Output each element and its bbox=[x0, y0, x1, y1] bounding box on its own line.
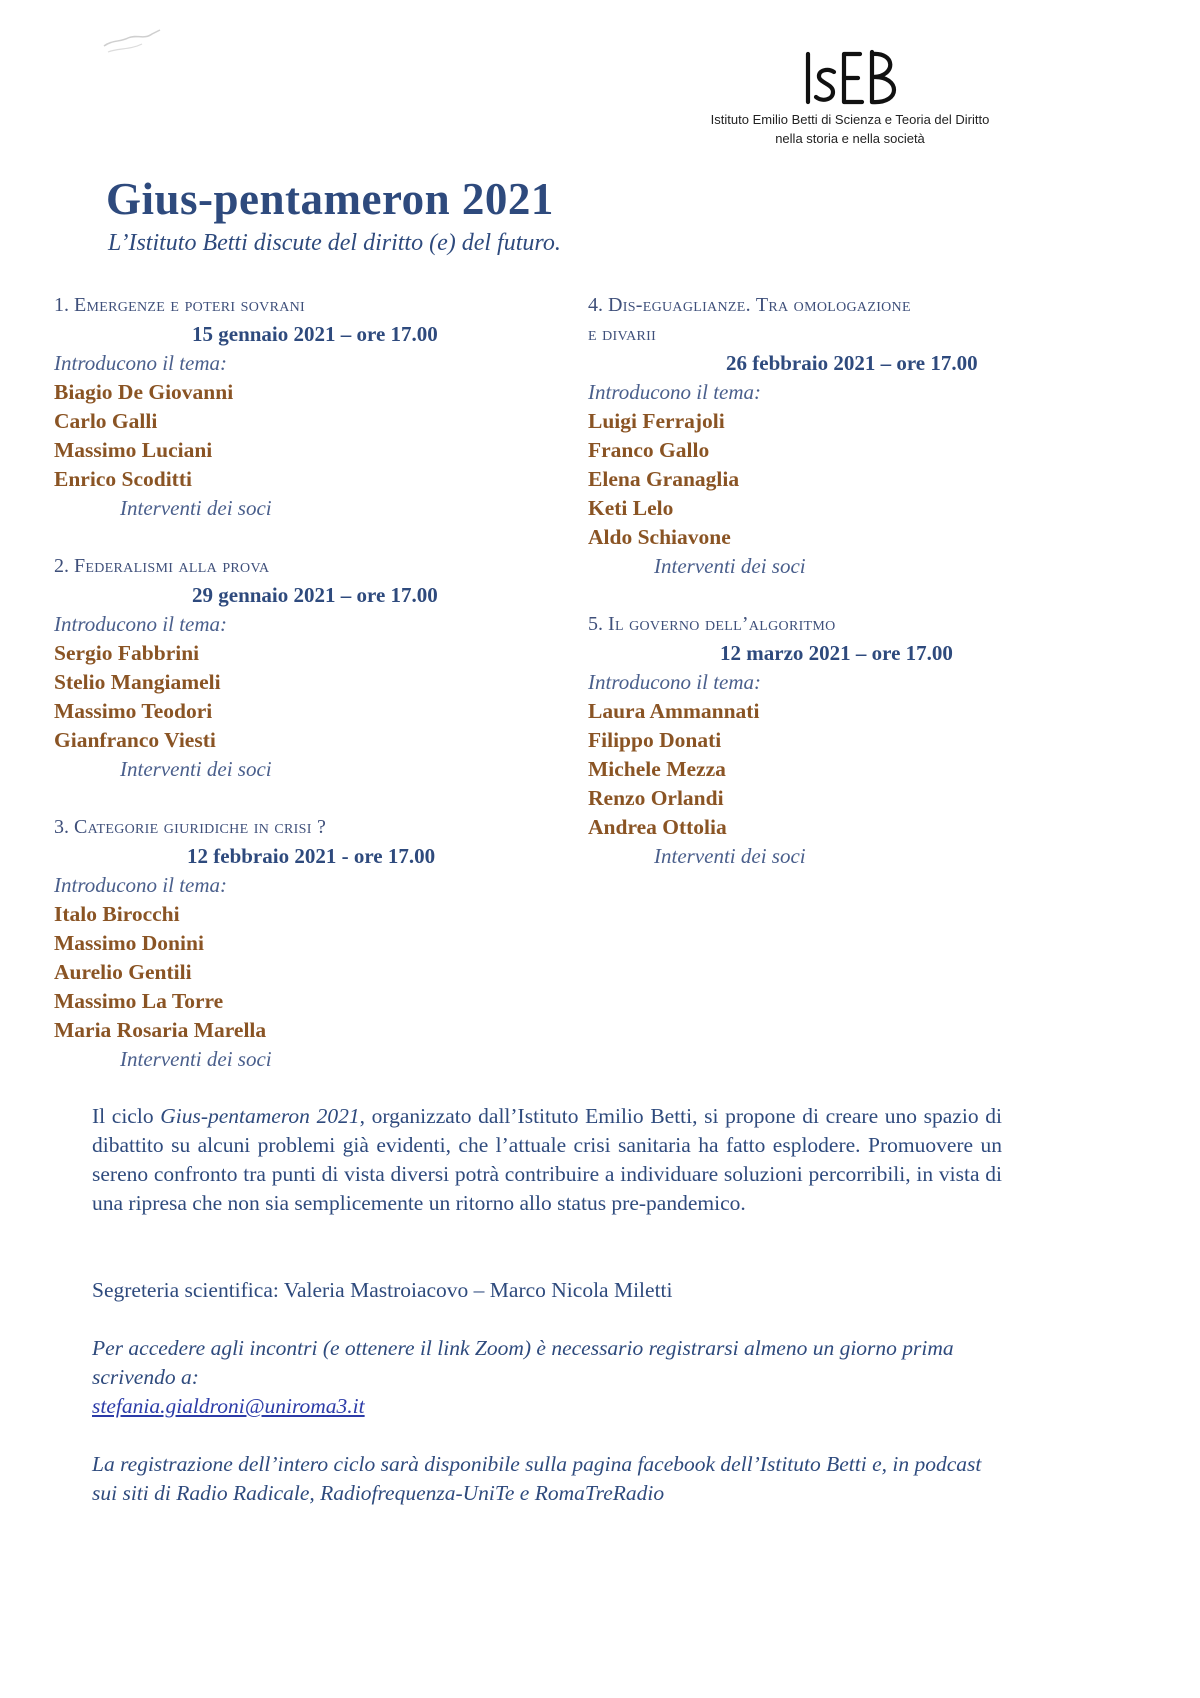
session-number: 1. bbox=[54, 294, 69, 316]
session-date: 12 marzo 2021 – ore 17.00 bbox=[720, 641, 953, 665]
speaker-name: Aurelio Gentili bbox=[54, 960, 192, 984]
speaker-name: Carlo Galli bbox=[54, 409, 158, 433]
sessions-right-column bbox=[588, 291, 1068, 871]
speaker-name: Sergio Fabbrini bbox=[54, 641, 200, 665]
iseb-logo bbox=[800, 46, 910, 108]
session-intro: Introducono il tema: bbox=[588, 670, 762, 694]
session-date: 15 gennaio 2021 – ore 17.00 bbox=[192, 322, 438, 346]
session-title bbox=[54, 813, 534, 842]
speaker-name: Elena Granaglia bbox=[588, 467, 740, 491]
session-date: 29 gennaio 2021 – ore 17.00 bbox=[192, 583, 438, 607]
institute-name-line2: nella storia e nella società bbox=[775, 131, 925, 146]
session-closing: Interventi dei soci bbox=[120, 1047, 272, 1071]
description-rest: , organizzato dall’Istituto Emilio Betti, si propone di creare uno spazio di dibattito su alcuni problemi già evidenti, che l’attuale crisi sanitaria ha fatto esplodere. Promuovere un sereno confronto tra punti di vista diversi potrà contribuire a individuare soluzioni percorribili, in vista di una ripresa che non sia semplicemente un ritorno allo status pre-pandemico. bbox=[92, 1104, 1002, 1215]
session-5 bbox=[588, 610, 1068, 871]
access-instructions bbox=[92, 1334, 1002, 1421]
session-2 bbox=[54, 552, 534, 784]
secretariat-line: Segreteria scientifica: Valeria Mastroiacovo – Marco Nicola Miletti bbox=[92, 1278, 673, 1302]
contact-email-link[interactable]: stefania.gialdroni@uniroma3.it bbox=[92, 1394, 365, 1418]
speaker-name: Michele Mezza bbox=[588, 757, 726, 781]
speaker-name: Andrea Ottolia bbox=[588, 815, 727, 839]
access-text: Per accedere agli incontri (e ottenere il link Zoom) è necessario registrarsi almeno un giorno prima scrivendo a: bbox=[92, 1336, 954, 1389]
speaker-name: Franco Gallo bbox=[588, 438, 710, 462]
description-paragraph bbox=[92, 1102, 1002, 1218]
session-number: 2. bbox=[54, 555, 69, 577]
speaker-name: Massimo La Torre bbox=[54, 989, 224, 1013]
speaker-name: Massimo Donini bbox=[54, 931, 204, 955]
session-3 bbox=[54, 813, 534, 1074]
speaker-name: Keti Lelo bbox=[588, 496, 674, 520]
speaker-name: Gianfranco Viesti bbox=[54, 728, 216, 752]
session-title bbox=[54, 552, 534, 581]
session-closing: Interventi dei soci bbox=[654, 554, 806, 578]
session-title-text: Categorie giuridiche in crisi ? bbox=[74, 816, 327, 838]
session-number: 3. bbox=[54, 816, 69, 838]
session-title-continuation bbox=[588, 320, 1068, 349]
session-closing: Interventi dei soci bbox=[654, 844, 806, 868]
institute-name-line1: Istituto Emilio Betti di Scienza e Teoria del Diritto bbox=[710, 112, 990, 127]
speaker-name: Aldo Schiavone bbox=[588, 525, 731, 549]
session-intro: Introducono il tema: bbox=[54, 351, 228, 375]
scribble-mark bbox=[100, 22, 164, 56]
speaker-name: Massimo Luciani bbox=[54, 438, 213, 462]
speaker-name: Laura Ammannati bbox=[588, 699, 760, 723]
session-number: 4. bbox=[588, 294, 603, 316]
session-title bbox=[588, 610, 1068, 639]
sessions-left-column bbox=[54, 291, 534, 1074]
session-4 bbox=[588, 291, 1068, 581]
session-title-text: Federalismi alla prova bbox=[74, 555, 270, 577]
speaker-name: Luigi Ferrajoli bbox=[588, 409, 725, 433]
page-title: Gius-pentameron 2021 bbox=[106, 174, 554, 224]
session-number: 5. bbox=[588, 613, 603, 635]
recording-note: La registrazione dell’intero ciclo sarà disponibile sulla pagina facebook dell’Istituto Betti e, in podcast sui siti di Radio Radicale, Radiofrequenza-UniTe e RomaTreRadio bbox=[92, 1452, 982, 1505]
speaker-name: Biagio De Giovanni bbox=[54, 380, 234, 404]
session-intro: Introducono il tema: bbox=[54, 873, 228, 897]
session-title-text: e divarii bbox=[588, 323, 657, 345]
page-subtitle: L’Istituto Betti discute del diritto (e) del futuro. bbox=[108, 230, 561, 256]
session-date: 12 febbraio 2021 - ore 17.00 bbox=[187, 844, 436, 868]
speaker-name: Renzo Orlandi bbox=[588, 786, 724, 810]
session-intro: Introducono il tema: bbox=[588, 380, 762, 404]
session-closing: Interventi dei soci bbox=[120, 757, 272, 781]
speaker-name: Stelio Mangiameli bbox=[54, 670, 221, 694]
session-title bbox=[54, 291, 534, 320]
speaker-name: Enrico Scoditti bbox=[54, 467, 192, 491]
description-cycle-title: Gius-pentameron 2021 bbox=[160, 1104, 360, 1128]
description-lead: Il ciclo bbox=[92, 1104, 161, 1128]
session-title-text: Il governo dell’algoritmo bbox=[608, 613, 836, 635]
speaker-name: Maria Rosaria Marella bbox=[54, 1018, 267, 1042]
session-title-text: Dis-eguaglianze. Tra omologazione bbox=[608, 294, 911, 316]
session-intro: Introducono il tema: bbox=[54, 612, 228, 636]
session-closing: Interventi dei soci bbox=[120, 496, 272, 520]
session-1 bbox=[54, 291, 534, 523]
speaker-name: Italo Birocchi bbox=[54, 902, 180, 926]
speaker-name: Massimo Teodori bbox=[54, 699, 213, 723]
session-title bbox=[588, 291, 1068, 320]
session-date: 26 febbraio 2021 – ore 17.00 bbox=[726, 351, 978, 375]
speaker-name: Filippo Donati bbox=[588, 728, 722, 752]
session-title-text: Emergenze e poteri sovrani bbox=[74, 294, 306, 316]
